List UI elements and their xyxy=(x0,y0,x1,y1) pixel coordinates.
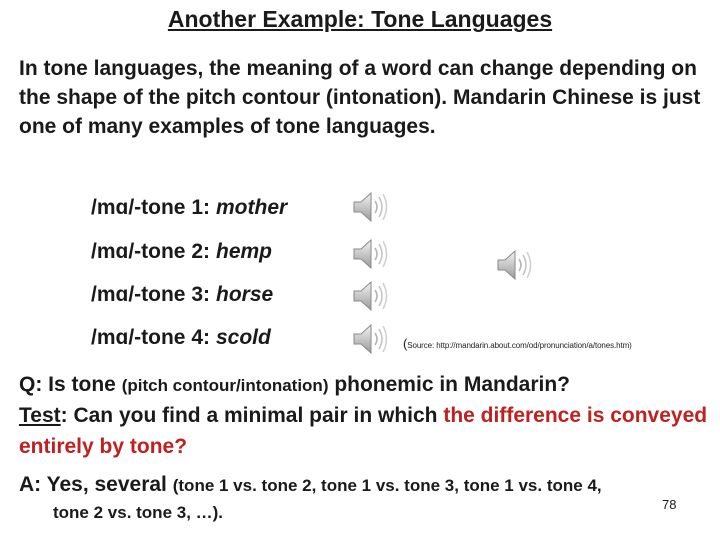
tone-row-3 xyxy=(91,283,273,307)
tone-word: scold xyxy=(216,326,271,349)
question-paren: (pitch contour/intonation) xyxy=(121,376,329,395)
speaker-icon[interactable] xyxy=(351,321,391,357)
question-block xyxy=(19,370,709,463)
question-rest: phonemic in Mandarin? xyxy=(328,373,570,396)
tone-row-2 xyxy=(91,240,272,264)
page-number: 78 xyxy=(662,497,677,512)
answer-line2: tone 2 vs. tone 3, …). xyxy=(53,503,224,522)
tone-word: horse xyxy=(216,283,274,306)
speaker-icon[interactable] xyxy=(351,278,391,314)
tone-label: /mɑ/-tone 3: xyxy=(91,283,210,306)
speaker-icon[interactable] xyxy=(495,247,535,283)
test-text: : Can you find a minimal pair in which xyxy=(60,404,444,427)
tone-label: /mɑ/-tone 1: xyxy=(91,196,210,219)
answer-label: A: Yes, several xyxy=(19,473,173,496)
tone-row-1 xyxy=(91,196,287,220)
speaker-icon[interactable] xyxy=(351,236,391,272)
tone-label: /mɑ/-tone 2: xyxy=(91,240,210,263)
source-text: Source: http://mandarin.about.com/od/pronunciation/a/tones.htm) xyxy=(407,341,632,350)
test-highlight: the difference is conveyed entirely by tone? xyxy=(19,404,708,458)
answer-block xyxy=(19,470,719,501)
question-label: Q: Is tone xyxy=(19,373,122,396)
source-citation xyxy=(403,336,632,351)
tone-word: mother xyxy=(216,196,288,219)
tone-label: /mɑ/-tone 4: xyxy=(91,326,210,349)
intro-paragraph: In tone languages, the meaning of a word can change depending on the shape of the pitch contour (intonation). Mandarin Chinese is just one of many examples of tone languages. xyxy=(19,57,701,138)
test-label: Test xyxy=(19,404,61,427)
answer-line1: (tone 1 vs. tone 2, tone 1 vs. tone 3, tone 1 vs. tone 4, xyxy=(172,476,602,495)
tone-row-4 xyxy=(91,326,271,350)
source-open-paren: ( xyxy=(403,336,408,351)
slide-title: Another Example: Tone Languages xyxy=(167,6,553,32)
tone-word: hemp xyxy=(216,240,273,263)
speaker-icon[interactable] xyxy=(351,189,391,225)
